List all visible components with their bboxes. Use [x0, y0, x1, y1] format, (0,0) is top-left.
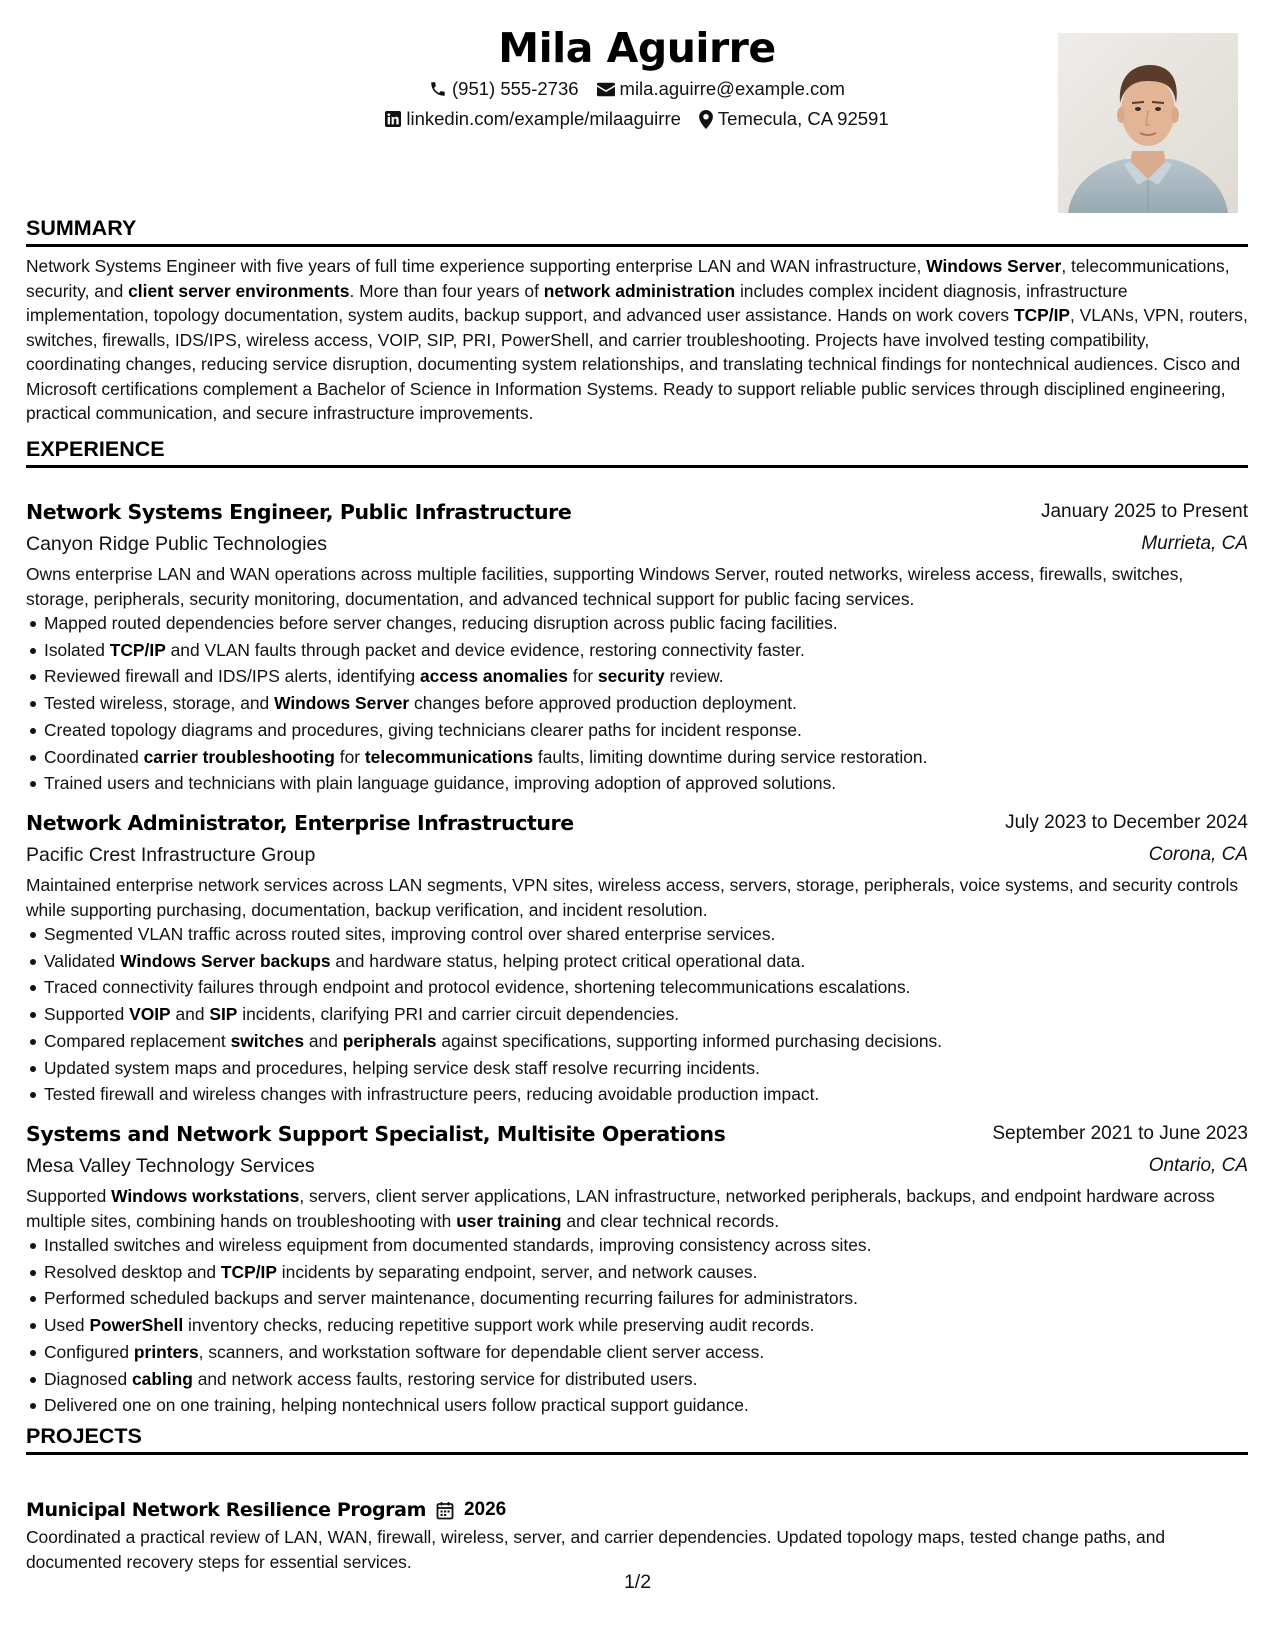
job-location: Ontario, CA [1148, 1155, 1248, 1176]
text-run: Coordinated a practical review of LAN, WAN, firewall, wireless, server, and carrier dependencies. Updated topology maps, tested change paths, and documented recovery steps for essential services. [26, 1527, 1166, 1572]
text-run: and [304, 1030, 343, 1051]
text-run: , VLANs, VPN, routers, switches, firewalls, IDS/IPS, wireless access, VOIP, SIP, PRI, PowerShell, and carrier troubleshooting. Projects have involved testing compatibility, coordinating changes, reducing service disruption, documenting system relationships, and translating technical findings for nontechnical audiences. Cisco and Microsoft certifications complement a Bachelor of Science in Information Systems. Ready to support reliable public services through disciplined engineering, practical communication, and secure infrastructure improvements. [26, 305, 1248, 423]
candidate-name: Mila Aguirre [498, 24, 776, 72]
bullet-item [26, 770, 1248, 797]
page-number: 1/2 [623, 1571, 652, 1593]
projects-heading: PROJECTS [26, 1422, 1248, 1455]
bullet-item [26, 1001, 1248, 1028]
bold-keyword: telecommunications [364, 746, 534, 767]
job-bullet-list [26, 1232, 1248, 1419]
envelope-icon [597, 82, 615, 97]
text-run: Owns enterprise LAN and WAN operations across multiple facilities, supporting Windows Server, routed networks, wireless access, firewalls, switches, storage, peripherals, security monitoring, documentation, and advanced technical support for public facing services. [26, 564, 1184, 609]
text-run: and clear technical records. [561, 1210, 780, 1231]
bold-keyword: carrier troubleshooting [143, 746, 335, 767]
text-run: Configured [44, 1341, 134, 1362]
job-company: Pacific Crest Infrastructure Group [26, 844, 316, 866]
bold-keyword: security [597, 666, 665, 687]
job-description [26, 562, 1248, 611]
phone-number: (951) 555-2736 [452, 78, 579, 99]
text-run: incidents, clarifying PRI and carrier circuit dependencies. [237, 1004, 680, 1025]
job-dates: September 2021 to June 2023 [992, 1123, 1248, 1144]
bullet-item [26, 1232, 1248, 1259]
bullet-item [26, 1285, 1248, 1312]
job-company: Canyon Ridge Public Technologies [26, 533, 328, 555]
bold-keyword: Windows Server [926, 256, 1062, 276]
text-run: Mapped routed dependencies before server changes, reducing disruption across public facing facilities. [44, 613, 838, 633]
text-run: Updated system maps and procedures, helping service desk staff resolve recurring incidents. [44, 1057, 760, 1078]
bullet-item [26, 744, 1248, 771]
experience-heading: EXPERIENCE [26, 435, 1248, 468]
bold-keyword: switches [230, 1030, 305, 1051]
text-run: Installed switches and wireless equipment from documented standards, improving consistency across sites. [44, 1235, 872, 1255]
text-run: Supported [44, 1004, 130, 1025]
bullet-item [26, 948, 1248, 975]
map-pin-icon [699, 110, 713, 129]
job-bullet-list [26, 921, 1248, 1108]
text-run: Isolated [44, 639, 110, 660]
calendar-icon [436, 1501, 454, 1520]
profile-photo [1058, 33, 1238, 213]
job-dates: July 2023 to December 2024 [1005, 812, 1248, 833]
bold-keyword: Windows Server backups [120, 950, 331, 971]
bold-keyword: PowerShell [89, 1315, 184, 1336]
job-header [26, 497, 1248, 527]
bullet-item [26, 1259, 1248, 1286]
bullet-item [26, 1366, 1248, 1393]
text-run: for [334, 746, 365, 767]
project-year: 2026 [463, 1499, 507, 1520]
bold-keyword: access anomalies [420, 666, 568, 687]
bullet-item [26, 610, 1248, 637]
bold-keyword: Windows Server [274, 693, 410, 714]
job-description [26, 873, 1248, 922]
bullet-item [26, 663, 1248, 690]
text-run: Tested wireless, storage, and [44, 693, 275, 714]
project-header [26, 1495, 506, 1525]
text-run: review. [664, 666, 724, 687]
text-run: and hardware status, helping protect critical operational data. [330, 950, 806, 971]
bullet-item [26, 1055, 1248, 1082]
text-run: and [170, 1004, 210, 1025]
text-run: , scanners, and workstation software for dependable client server access. [198, 1341, 765, 1362]
bullet-item [26, 921, 1248, 948]
bullet-item [26, 1028, 1248, 1055]
location-contact [699, 104, 889, 134]
text-run: for [567, 666, 598, 687]
text-run: changes before approved production deployment. [409, 693, 797, 714]
project-description [26, 1525, 1248, 1574]
job-title: Systems and Network Support Specialist, Multisite Operations [26, 1122, 726, 1146]
text-run: Delivered one on one training, helping nontechnical users follow practical support guidance. [44, 1395, 749, 1416]
bullet-item [26, 717, 1248, 744]
bold-keyword: VOIP [129, 1004, 171, 1025]
bold-keyword: Windows workstations [111, 1186, 300, 1206]
phone-icon [429, 80, 447, 98]
bold-keyword: TCP/IP [1013, 305, 1070, 325]
bullet-item [26, 690, 1248, 717]
job-header [26, 808, 1248, 838]
linkedin-url[interactable]: linkedin.com/example/milaaguirre [406, 108, 681, 129]
text-run: Supported [26, 1186, 112, 1206]
bullet-item [26, 974, 1248, 1001]
linkedin-icon [385, 111, 401, 127]
bold-keyword: peripherals [342, 1030, 437, 1051]
bullet-item [26, 1339, 1248, 1366]
bullet-item [26, 1392, 1248, 1419]
bold-keyword: TCP/IP [220, 1261, 277, 1282]
text-run: Resolved desktop and [44, 1261, 221, 1282]
job-subheader [26, 529, 1248, 559]
text-run: . More than four years of [349, 280, 544, 301]
summary-heading: SUMMARY [26, 214, 1248, 247]
job-subheader [26, 1151, 1248, 1181]
job-dates: January 2025 to Present [1040, 501, 1248, 522]
text-run: and VLAN faults through packet and device evidence, restoring connectivity faster. [165, 639, 805, 660]
job-location: Murrieta, CA [1141, 533, 1248, 554]
location-text: Temecula, CA 92591 [717, 108, 889, 129]
job-title: Network Administrator, Enterprise Infrastructure [26, 811, 574, 835]
summary-text [26, 254, 1248, 426]
job-subheader [26, 840, 1248, 870]
text-run: Segmented VLAN traffic across routed sites, improving control over shared enterprise services. [44, 924, 776, 944]
job-title: Network Systems Engineer, Public Infrastructure [26, 500, 572, 524]
bold-keyword: SIP [209, 1004, 238, 1025]
job-header [26, 1119, 1248, 1149]
text-run: Performed scheduled backups and server maintenance, documenting recurring failures for administrators. [44, 1288, 858, 1309]
phone-contact [429, 74, 579, 104]
text-run: includes complex incident diagnosis, infrastructure implementation, topology documentation, system audits, backup support, and advanced user assistance. Hands on work covers [26, 280, 1128, 325]
text-run: Network Systems Engineer with five years of full time experience supporting enterprise LAN and WAN infrastructure, [26, 256, 927, 276]
text-run: Used [44, 1315, 90, 1336]
text-run: faults, limiting downtime during service restoration. [533, 746, 928, 767]
text-run: and network access faults, restoring service for distributed users. [192, 1368, 698, 1389]
text-run: incidents by separating endpoint, server, and network causes. [276, 1261, 758, 1282]
text-run: Compared replacement [44, 1030, 231, 1051]
bold-keyword: network administration [543, 280, 736, 301]
project-title: Municipal Network Resilience Program [26, 1499, 426, 1521]
bullet-item [26, 1081, 1248, 1108]
text-run: Diagnosed [44, 1368, 132, 1389]
text-run: inventory checks, reducing repetitive support work while preserving audit records. [183, 1315, 815, 1336]
bold-keyword: client server environments [128, 280, 350, 301]
bold-keyword: cabling [131, 1368, 193, 1389]
linkedin-contact[interactable] [385, 104, 681, 134]
bold-keyword: TCP/IP [109, 639, 166, 660]
text-run: Coordinated [44, 746, 144, 767]
bullet-item [26, 1312, 1248, 1339]
bullet-item [26, 637, 1248, 664]
bold-keyword: printers [133, 1341, 199, 1362]
job-description [26, 1184, 1248, 1233]
resume-header [26, 22, 1248, 212]
text-run: Maintained enterprise network services across LAN segments, VPN sites, wireless access, servers, storage, peripherals, voice systems, and security controls while supporting purchasing, documentation, backup verification, and incident resolution. [26, 875, 1239, 920]
email-contact[interactable] [597, 74, 845, 104]
text-run: Traced connectivity failures through endpoint and protocol evidence, shortening telecommunications escalations. [44, 977, 911, 998]
text-run: Created topology diagrams and procedures, giving technicians clearer paths for incident response. [44, 719, 802, 740]
text-run: against specifications, supporting informed purchasing decisions. [436, 1030, 943, 1051]
text-run: Tested firewall and wireless changes with infrastructure peers, reducing avoidable production impact. [44, 1084, 820, 1105]
email-address[interactable]: mila.aguirre@example.com [619, 78, 845, 99]
job-company: Mesa Valley Technology Services [26, 1155, 315, 1177]
text-run: , telecommunications, security, and [26, 256, 1230, 301]
job-location: Corona, CA [1148, 844, 1248, 865]
text-run: , servers, client server applications, LAN infrastructure, networked peripherals, backups, and endpoint hardware across multiple sites, combining hands on troubleshooting with [26, 1186, 1215, 1231]
job-bullet-list [26, 610, 1248, 797]
text-run: Validated [44, 950, 121, 971]
text-run: Trained users and technicians with plain language guidance, improving adoption of approved solutions. [44, 773, 837, 794]
bold-keyword: user training [456, 1210, 562, 1231]
text-run: Reviewed firewall and IDS/IPS alerts, identifying [44, 666, 421, 687]
